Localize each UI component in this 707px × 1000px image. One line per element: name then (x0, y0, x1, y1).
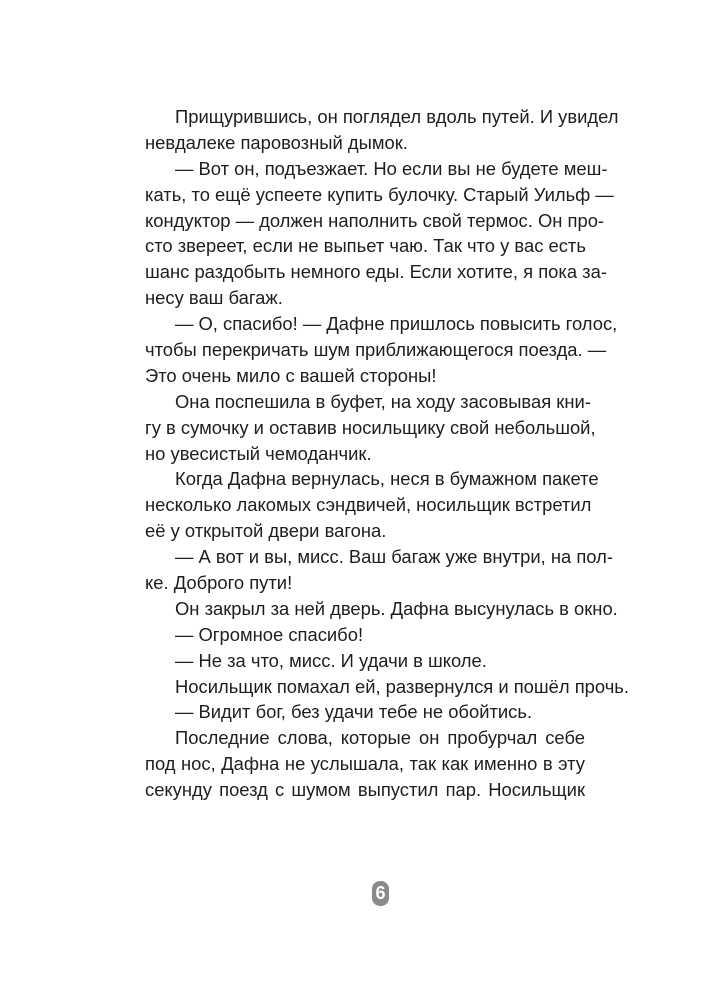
text-line: невдалеке паровозный дымок. (145, 131, 408, 153)
text-line: но увесистый чемоданчик. (145, 442, 372, 464)
text-line: гу в сумочку и оставив носильщику свой небольшой, (145, 416, 596, 438)
text-line: Он закрыл за ней дверь. Дафна высунулась в окно. (175, 597, 618, 619)
text-line: кондуктор — должен наполнить свой термос. Он про- (145, 209, 605, 231)
text-line: Когда Дафна вернулась, неся в бумажном пакете (175, 468, 599, 490)
text-line: Она поспешила в буфет, на ходу засовывая кни- (175, 390, 591, 412)
text-line: — О, спасибо! — Дафне пришлось повысить голос, (175, 313, 618, 335)
text-line: Это очень мило с вашей стороны! (145, 364, 437, 386)
text-line: чтобы перекричать шум приближающегося поезда. — (145, 339, 607, 361)
text-line: — А вот и вы, мисс. Ваш багаж уже внутри, на пол- (175, 546, 613, 568)
text-line: — Видит бог, без удачи тебе не обойтись. (175, 701, 533, 723)
text-line: несколько лакомых сэндвичей, носильщик встретил (145, 494, 592, 516)
text-line: — Вот он, подъезжает. Но если вы не будете меш- (175, 157, 608, 179)
text-line: — Не за что, мисс. И удачи в школе. (175, 649, 487, 671)
page-number-badge: 6 (372, 881, 389, 906)
text-line: Прищурившись, он поглядел вдоль путей. И увидел (175, 106, 619, 127)
body-text (145, 104, 630, 803)
text-line: секунду поезд с шумом выпустил пар. Носильщик (145, 779, 585, 801)
text-line: — Огромное спасибо! (175, 623, 364, 645)
text-line: шанс раздобыть немного еды. Если хотите, я пока за- (145, 261, 607, 283)
text-line: Последние слова, которые он пробурчал себе (175, 727, 585, 749)
text-line: ке. Доброго пути! (145, 572, 293, 594)
text-line: сто звереет, если не выпьет чаю. Так что у вас есть (145, 235, 586, 257)
text-line: под нос, Дафна не услышала, так как именно в эту (145, 753, 585, 775)
text-line: кать, то ещё успеете купить булочку. Старый Уильф — (145, 183, 614, 205)
text-line: её у открытой двери вагона. (145, 520, 387, 542)
text-line: несу ваш багаж. (145, 287, 283, 309)
text-line: Носильщик помахал ей, развернулся и пошёл прочь. (175, 675, 630, 697)
